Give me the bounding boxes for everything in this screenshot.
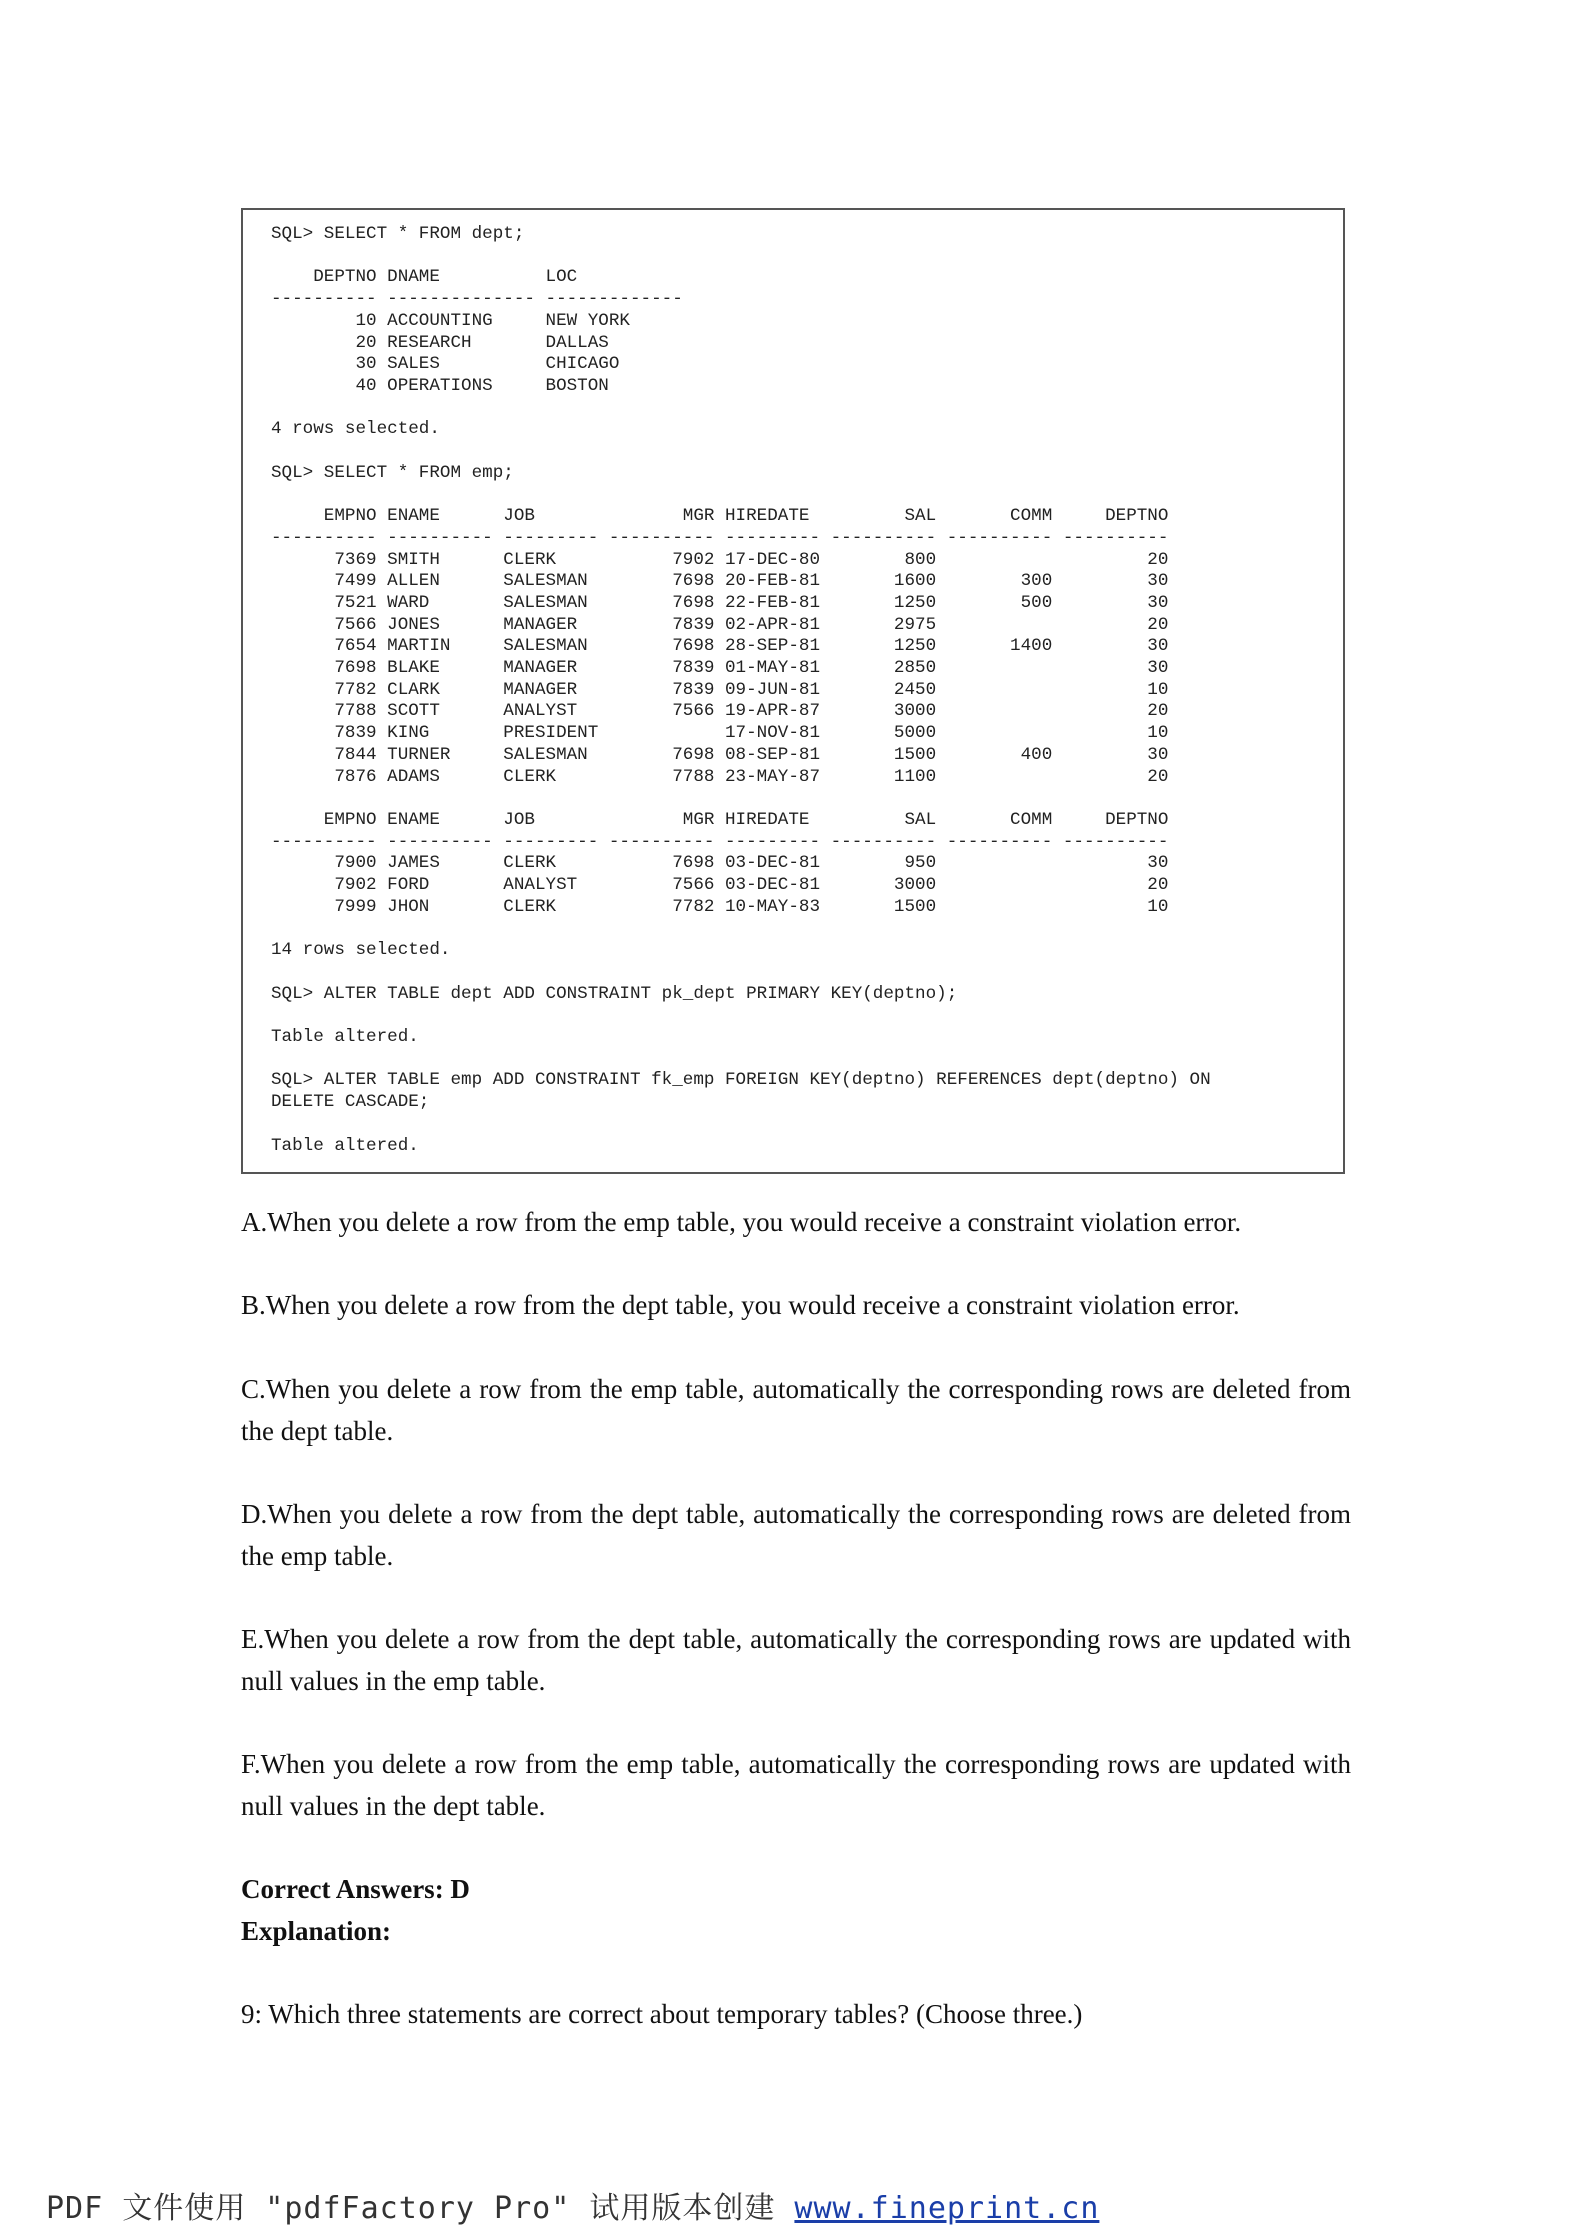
option-f: F.When you delete a row from the emp table, automatically the corresponding rows are updated with null values in the dept table.	[241, 1749, 1351, 1821]
option-c: C.When you delete a row from the emp table, automatically the corresponding rows are deleted from the dept table.	[241, 1374, 1351, 1446]
option-d: D.When you delete a row from the dept table, automatically the corresponding rows are deleted from the emp table.	[241, 1499, 1351, 1571]
sql-output-box	[241, 208, 1345, 1174]
option-b: B.When you delete a row from the dept table, you would receive a constraint violation error.	[241, 1290, 1240, 1320]
option-e: E.When you delete a row from the dept table, automatically the corresponding rows are updated with null values in the emp table.	[241, 1624, 1351, 1696]
footer-link[interactable]: www.fineprint.cn	[794, 2191, 1100, 2226]
explanation-heading: Explanation:	[241, 1916, 392, 1946]
correct-answers: Correct Answers: D	[241, 1874, 470, 1904]
footer-text: PDF 文件使用 "pdfFactory Pro" 试用版本创建	[46, 2191, 795, 2226]
next-question: 9: Which three statements are correct about temporary tables? (Choose three.)	[241, 1999, 1083, 2029]
sql-output-text: SQL> SELECT * FROM dept; DEPTNO DNAME LOC ---------- -------------- ------------- 10 ACCOUNTING NEW YORK 20 RESEARCH DALLAS 30 SALES CHICAGO 40 OPERATIONS BOSTON 4 rows selected. SQL> SELECT * FROM emp; EMPNO ENAME JOB MGR HIREDATE SAL COMM DEPTNO ---------- ---------- --------- ---------- --------- ---------- ---------- ---------- 7369 SMITH CLERK 7902 17-DEC-80 800 20 7499 ALLEN SALESMAN 7698 20-FEB-81 1600 300 30 7521 WARD SALESMAN 7698 22-FEB-81 1250 500 30 7566 JONES MANAGER 7839 02-APR-81 2975 20 7654 MARTIN SALESMAN 7698 28-SEP-81 1250 1400 30 7698 BLAKE MANAGER 7839 01-MAY-81 2850 30 7782 CLARK MANAGER 7839 09-JUN-81 2450 10 7788 SCOTT ANALYST 7566 19-APR-87 3000 20 7839 KING PRESIDENT 17-NOV-81 5000 10 7844 TURNER SALESMAN 7698 08-SEP-81 1500 400 30 7876 ADAMS CLERK 7788 23-MAY-87 1100 20 EMPNO ENAME JOB MGR HIREDATE SAL COMM DEPTNO ---------- ---------- --------- ---------- --------- ---------- ---------- ---------- 7900 JAMES CLERK 7698 03-DEC-81 950 30 7902 FORD ANALYST 7566 03-DEC-81 3000 20 7999 JHON CLERK 7782 10-MAY-83 1500 10 14 rows selected. SQL> ALTER TABLE dept ADD CONSTRAINT pk_dept PRIMARY KEY(deptno); Table altered. SQL> ALTER TABLE emp ADD CONSTRAINT fk_emp FOREIGN KEY(deptno) REFERENCES dept(deptno) ON DELETE CASCADE; Table altered.	[271, 224, 1211, 1156]
option-a: A.When you delete a row from the emp table, you would receive a constraint violation error.	[241, 1207, 1242, 1237]
pdf-footer	[46, 2183, 1099, 2227]
